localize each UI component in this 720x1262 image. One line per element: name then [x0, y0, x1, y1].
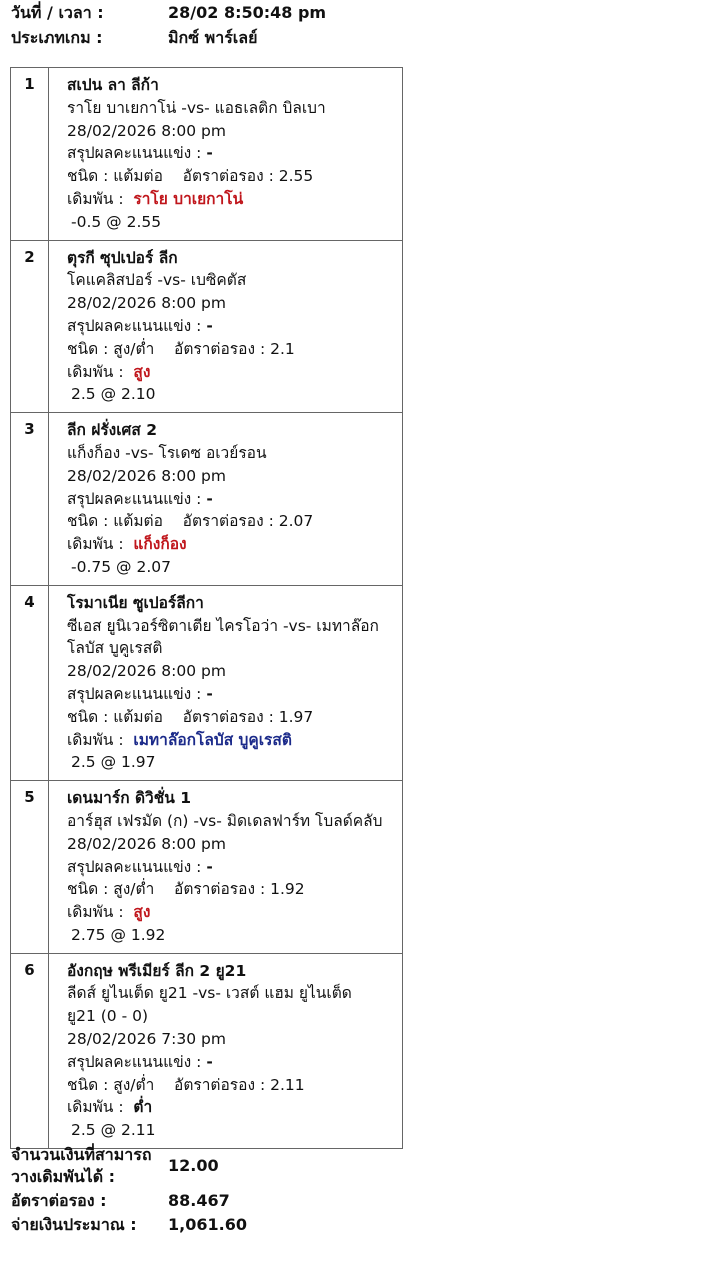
leg-row	[11, 413, 402, 586]
league-name: เดนมาร์ก ดิวิชั่น 1	[67, 789, 192, 808]
summary-value: -	[206, 684, 213, 703]
leg-number: 1	[11, 68, 49, 240]
summary-label: สรุปผลคะแนนแข่ง :	[67, 684, 202, 703]
handicap-odds-line: -0.5 @ 2.55	[71, 212, 162, 231]
stake-label-line2: วางเดิมพันได้ :	[11, 1167, 116, 1186]
match-teams: ราโย บาเยกาโน่ -vs- แอธเลติก บิลเบา	[67, 98, 326, 117]
summary-value: -	[206, 316, 213, 335]
handicap-odds-line: -0.75 @ 2.07	[71, 557, 171, 576]
leg-row	[11, 68, 402, 241]
bet-label: เดิมพัน :	[67, 535, 124, 554]
leg-row	[11, 241, 402, 414]
type-value: สูง/ต่ำ	[113, 1075, 155, 1094]
parlay-ticket-table	[10, 67, 403, 1149]
summary-label: สรุปผลคะแนนแข่ง :	[67, 857, 202, 876]
league-name: สเปน ลา ลีก้า	[67, 76, 159, 94]
leg-row	[11, 954, 402, 1148]
match-datetime: 28/02/2026 8:00 pm	[67, 466, 226, 485]
summary-label: สรุปผลคะแนนแข่ง :	[67, 316, 202, 335]
score-summary	[67, 683, 398, 706]
total-odds-label: อัตราต่อรอง :	[11, 1190, 107, 1210]
bet-label: เดิมพัน :	[67, 730, 124, 749]
leg-details	[49, 68, 402, 240]
leg-number: 5	[11, 781, 49, 953]
handicap-odds-line: 2.5 @ 1.97	[71, 753, 156, 772]
payout-row	[11, 1213, 247, 1236]
summary-label: สรุปผลคะแนนแข่ง :	[67, 489, 202, 508]
leg-details	[49, 241, 402, 413]
total-odds-row	[11, 1189, 230, 1212]
odds-value: 2.07	[278, 512, 314, 531]
leg-details	[49, 586, 402, 780]
score-summary	[67, 315, 398, 338]
bet-type-row	[67, 510, 398, 533]
bet-type-row	[67, 1074, 398, 1097]
leg-number: 3	[11, 413, 49, 585]
match-teams: แก็งก็อง -vs- โรเดซ อเวย์รอน	[67, 443, 267, 462]
leg-number: 6	[11, 954, 49, 1148]
bet-type-row	[67, 706, 398, 729]
summary-value: -	[206, 857, 213, 876]
bet-pick: ต่ำ	[133, 1098, 153, 1117]
summary-label: สรุปผลคะแนนแข่ง :	[67, 1052, 202, 1071]
bet-type-row	[67, 165, 398, 188]
type-value: แต้มต่อ	[113, 167, 163, 186]
odds-label: อัตราต่อรอง :	[174, 339, 266, 358]
leg-row	[11, 586, 402, 781]
bet-label: เดิมพัน :	[67, 189, 124, 208]
payout-value: 1,061.60	[168, 1214, 247, 1234]
handicap-odds-line: 2.75 @ 1.92	[71, 925, 166, 944]
summary-label: สรุปผลคะแนนแข่ง :	[67, 144, 202, 163]
stake-label-line1: จำนวนเงินที่สามารถ	[11, 1145, 152, 1164]
bet-pick-row	[67, 533, 398, 556]
bet-pick-row	[67, 729, 398, 752]
type-label: ชนิด :	[67, 512, 109, 531]
leg-details	[49, 954, 402, 1148]
datetime-value: 28/02 8:50:48 pm	[168, 3, 327, 22]
match-datetime: 28/02/2026 8:00 pm	[67, 662, 226, 681]
total-odds-value: 88.467	[168, 1190, 230, 1210]
score-summary	[67, 1051, 398, 1074]
stake-row	[11, 1144, 219, 1188]
datetime-row	[11, 3, 411, 23]
type-label: ชนิด :	[67, 167, 109, 186]
leg-number: 2	[11, 241, 49, 413]
type-label: ชนิด :	[67, 339, 109, 358]
leg-row	[11, 781, 402, 954]
gametype-label: ประเภทเกม :	[11, 28, 103, 47]
odds-value: 1.92	[270, 880, 305, 899]
bet-pick-row	[67, 361, 398, 384]
bet-pick-row	[67, 1096, 398, 1119]
odds-label: อัตราต่อรอง :	[182, 512, 274, 531]
payout-label: จ่ายเงินประมาณ :	[11, 1214, 137, 1234]
match-datetime: 28/02/2026 8:00 pm	[67, 121, 226, 140]
type-value: สูง/ต่ำ	[113, 339, 155, 358]
match-datetime: 28/02/2026 8:00 pm	[67, 294, 226, 313]
bet-pick: ราโย บาเยกาโน่	[133, 189, 244, 208]
bet-pick-row	[67, 188, 398, 211]
bet-pick: สูง	[133, 362, 151, 381]
match-teams-continued: ยู21 (0 - 0)	[67, 1007, 148, 1026]
type-label: ชนิด :	[67, 1075, 109, 1094]
match-teams: โคแคลิสปอร์ -vs- เบซิคตัส	[67, 271, 247, 290]
league-name: ลีก ฝรั่งเศส 2	[67, 421, 158, 440]
datetime-label: วันที่ / เวลา :	[11, 3, 104, 22]
match-teams: ซีเอส ยูนิเวอร์ซิตาเตีย ไครโอว่า -vs- เมทาล๊อก	[67, 616, 379, 635]
stake-label	[11, 1144, 168, 1188]
type-label: ชนิด :	[67, 707, 109, 726]
bet-type-row	[67, 338, 398, 361]
type-value: แต้มต่อ	[113, 707, 163, 726]
odds-value: 2.1	[270, 339, 295, 358]
gametype-row	[11, 28, 411, 48]
type-value: แต้มต่อ	[113, 512, 163, 531]
handicap-odds-line: 2.5 @ 2.11	[71, 1121, 156, 1140]
bet-label: เดิมพัน :	[67, 903, 124, 922]
match-teams: ลีดส์ ยูไนเต็ด ยู21 -vs- เวสต์ แฮม ยูไนเต็ด	[67, 984, 352, 1003]
gametype-value: มิกซ์ พาร์เลย์	[168, 28, 258, 47]
bet-pick: เมทาล๊อกโลบัส บูคูเรสติ	[133, 730, 292, 749]
stake-value: 12.00	[168, 1156, 219, 1175]
league-name: อังกฤษ พรีเมียร์ ลีก 2 ยู21	[67, 961, 247, 980]
handicap-odds-line: 2.5 @ 2.10	[71, 385, 156, 404]
odds-label: อัตราต่อรอง :	[174, 880, 266, 899]
leg-details	[49, 781, 402, 953]
score-summary	[67, 488, 398, 511]
odds-value: 2.55	[278, 167, 314, 186]
odds-label: อัตราต่อรอง :	[182, 167, 274, 186]
summary-value: -	[206, 489, 213, 508]
leg-details	[49, 413, 402, 585]
odds-value: 2.11	[270, 1075, 305, 1094]
bet-label: เดิมพัน :	[67, 1098, 124, 1117]
leg-number: 4	[11, 586, 49, 780]
bet-pick-row	[67, 901, 398, 924]
bet-type-row	[67, 878, 398, 901]
league-name: โรมาเนีย ซูเปอร์ลีกา	[67, 593, 204, 612]
bet-pick: สูง	[133, 903, 151, 922]
match-datetime: 28/02/2026 8:00 pm	[67, 834, 226, 853]
score-summary	[67, 142, 398, 165]
score-summary	[67, 856, 398, 879]
match-teams: อาร์ฮุส เฟรมัด (ก) -vs- มิดเดลฟาร์ท โบลด์คลับ	[67, 811, 383, 830]
type-value: สูง/ต่ำ	[113, 880, 155, 899]
match-datetime: 28/02/2026 7:30 pm	[67, 1030, 226, 1049]
bet-label: เดิมพัน :	[67, 362, 124, 381]
league-name: ตุรกี ซุปเปอร์ ลีก	[67, 248, 178, 267]
odds-label: อัตราต่อรอง :	[182, 707, 274, 726]
summary-value: -	[206, 1052, 213, 1071]
match-teams-continued: โลบัส บูคูเรสติ	[67, 639, 163, 658]
type-label: ชนิด :	[67, 880, 109, 899]
bet-pick: แก็งก็อง	[133, 535, 187, 554]
odds-label: อัตราต่อรอง :	[174, 1075, 266, 1094]
summary-value: -	[206, 144, 213, 163]
odds-value: 1.97	[278, 707, 314, 726]
